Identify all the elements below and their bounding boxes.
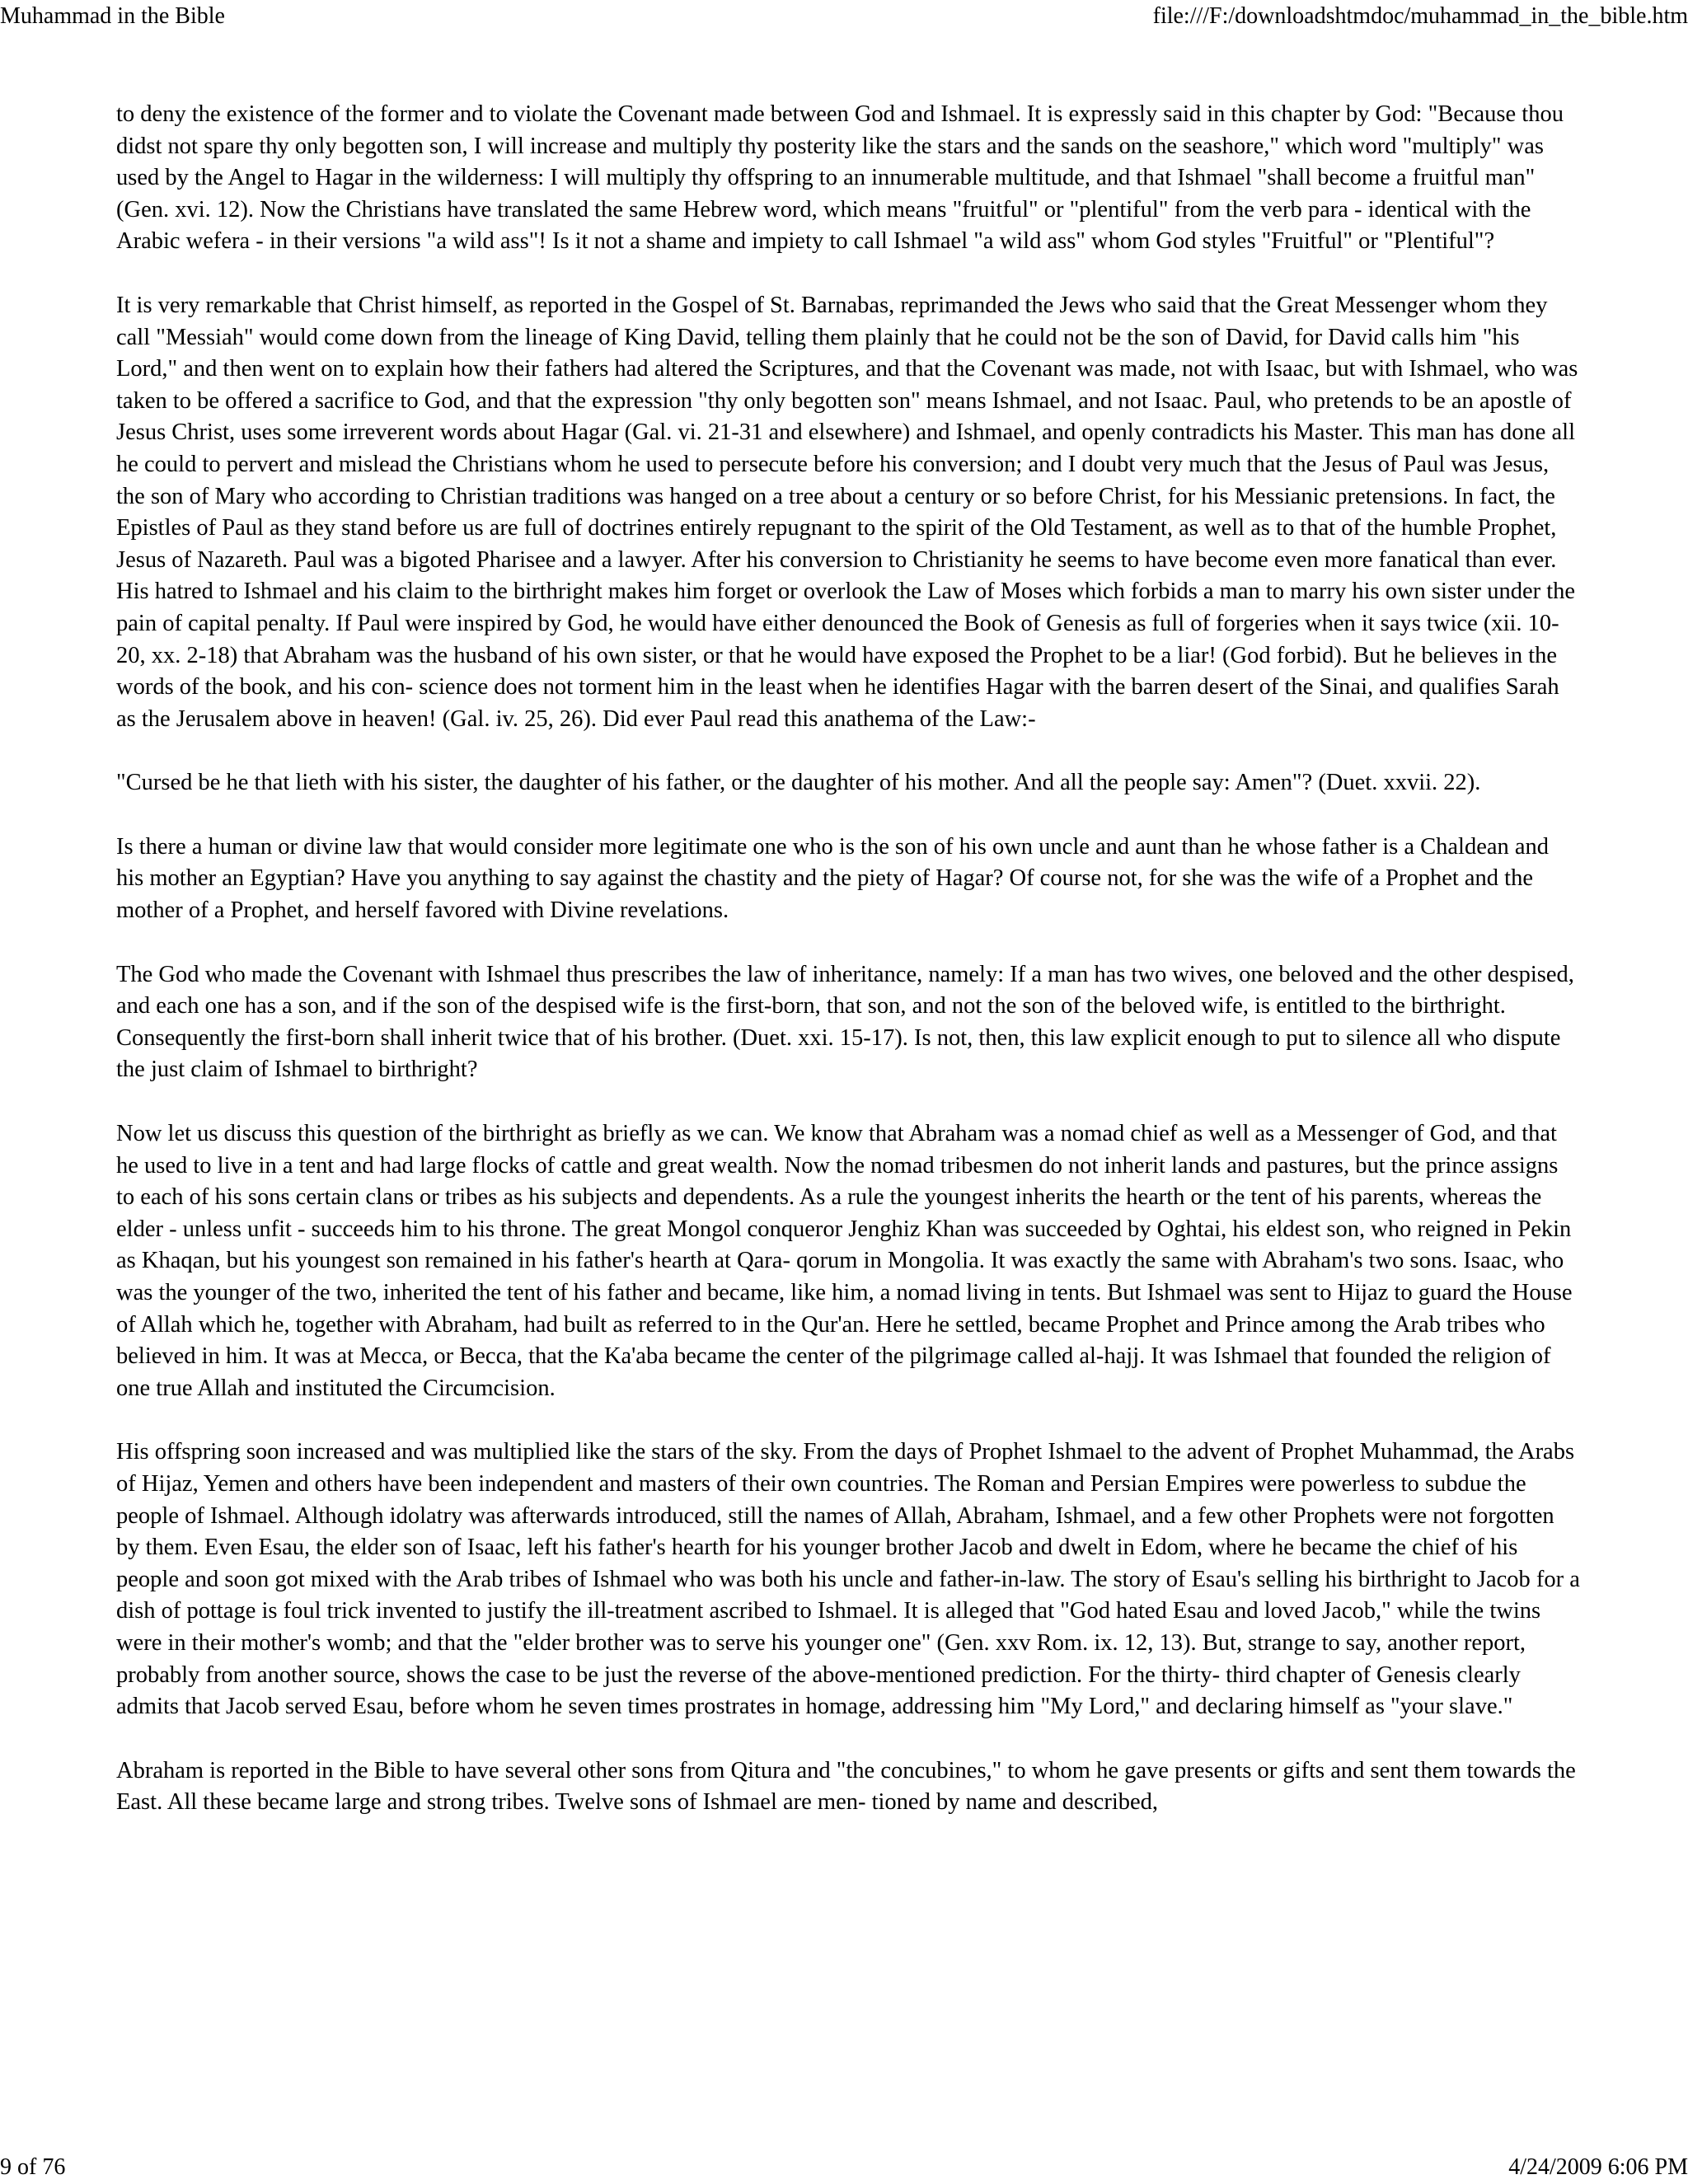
paragraph: His offspring soon increased and was multiplied like the stars of the sky. From the days of Prophet Ishmael to the advent of Prophet Muhammad, the Arabs of Hijaz, Yemen and others have been independent and masters of their own countries. The Roman and Persian Empires were powerless to subdue the people of Ishmael. Although idolatry was afterwards introduced, still the names of Allah, Abraham, Ishmael, and a few other Prophets were not forgotten by them. Even Esau, the elder son of Isaac, left his father's hearth for his younger brother Jacob and dwelt in Edom, where he became the chief of his people and soon got mixed with the Arab tribes of Ishmael who was both his uncle and father-in-law. The story of Esau's selling his birthright to Jacob for a dish of pottage is foul trick invented to justify the ill-treatment ascribed to Ishmael. It is alleged that "God hated Esau and loved Jacob," while the twins were in their mother's womb; and that the "elder brother was to serve his younger one" (Gen. xxv Rom. ix. 12, 13). But, strange to say, another report, probably from another source, shows the case to be just the reverse of the above-mentioned prediction. For the thirty- third chapter of Genesis clearly admits that Jacob served Esau, before whom he seven times prostrates in homage, addressing him "My Lord," and declaring himself as "your slave.": [116, 1439, 1580, 1720]
document-title: Muhammad in the Bible: [0, 3, 225, 29]
paragraph: to deny the existence of the former and to violate the Covenant made between God and Ishmael. It is expressly said in this chapter by God: "Because thou didst not spare thy only begotten son, I will increase and multiply thy posterity like the stars and the sands on the seashore," which word "multiply" was used by the Angel to Hagar in the wilderness: I will multiply thy offspring to an innumerable multitude, and that Ishmael "shall become a fruitful man" (Gen. xvi. 12). Now the Christians have translated the same Hebrew word, which means "fruitful" or "plentiful" from the verb para - identical with the Arabic wefera - in their versions "a wild ass"! Is it not a shame and impiety to call Ishmael "a wild ass" whom God styles "Fruitful" or "Plentiful"?: [116, 101, 1564, 255]
paragraph: Is there a human or divine law that would consider more legitimate one who is the son of his own uncle and aunt than he whose father is a Chaldean and his mother an Egyptian? Have you anything to say against the chastity and the piety of Hagar? Of course not, for she was the wife of a Prophet and the mother of a Prophet, and herself favored with Divine revelations.: [116, 833, 1550, 924]
print-header: [0, 0, 1688, 33]
paragraph: Now let us discuss this question of the birthright as briefly as we can. We know that Abraham was a nomad chief as well as a Messenger of God, and that he used to live in a tent and had large flocks of cattle and great wealth. Now the nomad tribesmen do not inherit lands and pastures, but the prince assigns to each of his sons certain clans or tribes as his subjects and dependents. As a rule the youngest inherits the hearth or the tent of his parents, whereas the elder - unless unfit - succeeds him to his throne. The great Mongol conqueror Jenghiz Khan was succeeded by Oghtai, his eldest son, who reigned in Pekin as Khaqan, but his youngest son remained in his father's hearth at Qara- qorum in Mongolia. It was exactly the same with Abraham's two sons. Isaac, who was the younger of the two, inherited the tent of his father and became, like him, a nomad living in tents. But Ishmael was sent to Hijaz to guard the House of Allah which he, together with Abraham, had built as referred to in the Qur'an. Here he settled, became Prophet and Prince among the Arab tribes who believed in him. It was at Mecca, or Becca, that the Ka'aba became the center of the pilgrimage called al-hajj. It was Ishmael that founded the religion of one true Allah and instituted the Circumcision.: [116, 1121, 1573, 1401]
document-url: file:///F:/downloadshtmdoc/muhammad_in_the_bible.htm: [1152, 3, 1688, 29]
paragraph: Abraham is reported in the Bible to have several other sons from Qitura and "the concubines," to whom he gave presents or gifts and sent them towards the East. All these became large and strong tribes. Twelve sons of Ishmael are men- tioned by name and described,: [116, 1757, 1576, 1816]
print-datetime: 4/24/2009 6:06 PM: [1508, 2154, 1688, 2180]
page-number: 9 of 76: [0, 2154, 66, 2180]
paragraph: It is very remarkable that Christ himself, as reported in the Gospel of St. Barnabas, reprimanded the Jews who said that the Great Messenger whom they call "Messiah" would come down from the lineage of King David, telling them plainly that he could not be the son of David, for David calls him "his Lord," and then went on to explain how their fathers had altered the Scriptures, and that the Covenant was made, not with Isaac, but with Ishmael, who was taken to be offered a sacrifice to God, and that the expression "thy only begotten son" means Ishmael, and not Isaac. Paul, who pretends to be an apostle of Jesus Christ, uses some irreverent words about Hagar (Gal. vi. 21-31 and elsewhere) and Ishmael, and openly contradicts his Master. This man has done all he could to pervert and mislead the Christians whom he used to persecute before his conversion; and I doubt very much that the Jesus of Paul was Jesus, the son of Mary who according to Christian traditions was hanged on a tree about a century or so before Christ, for his Messianic pretensions. In fact, the Epistles of Paul as they stand before us are full of doctrines entirely repugnant to the spirit of the Old Testament, as well as to that of the humble Prophet, Jesus of Nazareth. Paul was a bigoted Pharisee and a lawyer. After his conversion to Christianity he seems to have become even more fanatical than ever. His hatred to Ishmael and his claim to the birthright makes him forget or overlook the Law of Moses which forbids a man to marry his own sister under the pain of capital penalty. If Paul were inspired by God, he would have either denounced the Book of Genesis as full of forgeries when it says twice (xii. 10-20, xx. 2-18) that Abraham was the husband of his own sister, or that he would have exposed the Prophet to be a liar! (God forbid). But he believes in the words of the book, and his con- science does not torment him in the least when he identifies Hagar with the barren desert of the Sinai, and qualifies Sarah as the Jerusalem above in heaven! (Gal. iv. 25, 26). Did ever Paul read this anathema of the Law:-: [116, 292, 1578, 732]
paragraph: "Cursed be he that lieth with his sister, the daughter of his father, or the daughter of his mother. And all the people say: Amen"? (Duet. xxvii. 22).: [116, 770, 1481, 796]
print-footer: [0, 2151, 1688, 2184]
paragraph: The God who made the Covenant with Ishmael thus prescribes the law of inheritance, namely: If a man has two wives, one beloved and the other despised, and each one has a son, and if the son of the despised wife is the first-born, that son, and not the son of the beloved wife, is entitled to the birthright. Consequently the first-born shall inherit twice that of his brother. (Duet. xxi. 15-17). Is not, then, this law explicit enough to put to silence all who dispute the just claim of Ishmael to birthright?: [116, 961, 1574, 1083]
document-body: [116, 99, 1580, 1851]
